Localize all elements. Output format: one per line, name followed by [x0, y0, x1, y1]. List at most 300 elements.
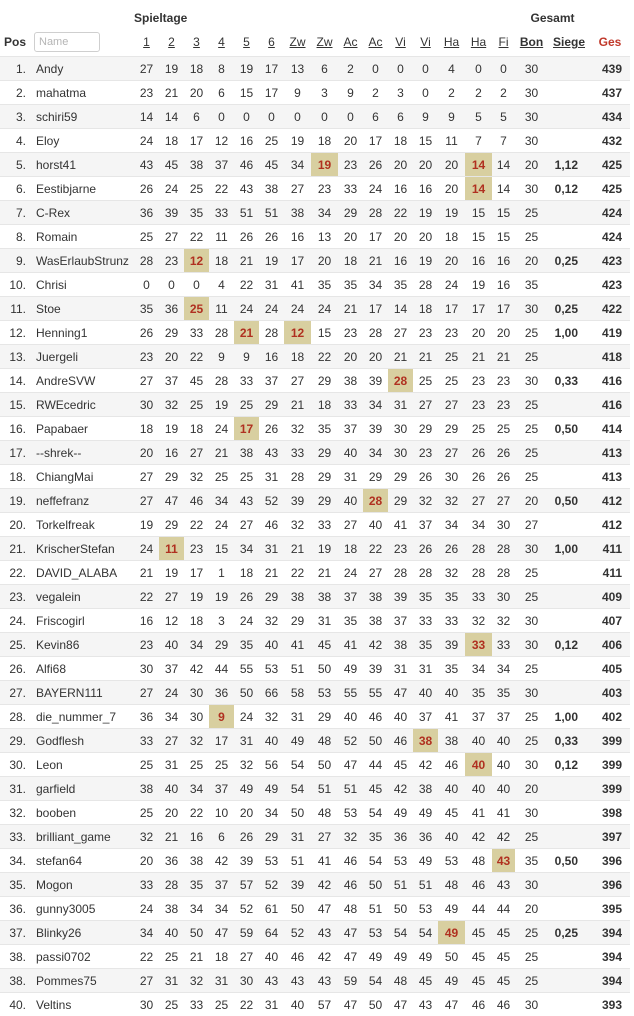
row-matchday-score: 34	[134, 921, 159, 945]
row-player-name[interactable]: passi0702	[30, 945, 134, 969]
row-matchday-score: 24	[209, 513, 234, 537]
name-filter-cell	[30, 28, 134, 57]
row-position: 28.	[0, 705, 30, 729]
pos-header[interactable]: Pos	[0, 28, 30, 57]
row-matchday-score: 31	[259, 993, 284, 1016]
table-row[interactable]	[0, 609, 630, 633]
row-matchday-score: 32	[134, 825, 159, 849]
row-matchday-score: 17	[363, 225, 388, 249]
row-matchday-score: 19	[284, 129, 311, 153]
row-matchday-score: 28	[492, 537, 515, 561]
row-player-name[interactable]: gunny3005	[30, 897, 134, 921]
row-matchday-score: 0	[413, 57, 438, 81]
row-matchday-score: 42	[311, 873, 338, 897]
row-bonus: 25	[515, 657, 548, 681]
row-matchday-score: 18	[234, 561, 259, 585]
row-total: 406	[590, 633, 630, 657]
table-row[interactable]	[0, 393, 630, 417]
row-matchday-score: 23	[134, 345, 159, 369]
table-row[interactable]	[0, 993, 630, 1016]
row-player-name[interactable]: BAYERN111	[30, 681, 134, 705]
ges-header[interactable]: Ges	[590, 28, 630, 57]
row-matchday-score: 29	[311, 705, 338, 729]
row-matchday-score: 50	[184, 921, 209, 945]
row-bonus: 30	[515, 297, 548, 321]
row-matchday-score: 16	[388, 249, 413, 273]
row-total: 424	[590, 201, 630, 225]
row-matchday-score: 35	[311, 273, 338, 297]
table-row[interactable]	[0, 249, 630, 273]
gesamt-label: Gesamt	[515, 8, 590, 28]
table-row[interactable]	[0, 753, 630, 777]
row-matchday-score: 31	[284, 705, 311, 729]
row-matchday-score: 14	[492, 177, 515, 201]
row-matchday-score: 49	[438, 921, 465, 945]
row-bonus: 30	[515, 57, 548, 81]
table-row[interactable]	[0, 297, 630, 321]
matchday-header-3[interactable]: 3	[184, 28, 209, 57]
table-row[interactable]	[0, 465, 630, 489]
row-siege	[548, 105, 590, 129]
row-position: 25.	[0, 633, 30, 657]
row-matchday-score: 29	[159, 513, 184, 537]
row-matchday-score: 39	[234, 849, 259, 873]
row-matchday-score: 40	[465, 753, 492, 777]
row-matchday-score: 46	[338, 849, 363, 873]
row-matchday-score: 31	[159, 753, 184, 777]
row-matchday-score: 21	[159, 81, 184, 105]
row-matchday-score: 37	[259, 369, 284, 393]
row-matchday-score: 20	[438, 153, 465, 177]
row-siege: 1,00	[548, 321, 590, 345]
row-matchday-score: 27	[159, 225, 184, 249]
row-matchday-score: 31	[259, 273, 284, 297]
row-matchday-score: 41	[438, 705, 465, 729]
row-matchday-score: 19	[413, 249, 438, 273]
row-player-name[interactable]: Eestibjarne	[30, 177, 134, 201]
row-player-name[interactable]: DAVID_ALABA	[30, 561, 134, 585]
row-matchday-score: 19	[259, 249, 284, 273]
row-matchday-score: 49	[234, 777, 259, 801]
row-matchday-score: 38	[159, 897, 184, 921]
table-row[interactable]	[0, 729, 630, 753]
row-matchday-score: 23	[465, 369, 492, 393]
table-row[interactable]	[0, 777, 630, 801]
table-row[interactable]	[0, 489, 630, 513]
row-matchday-score: 37	[159, 657, 184, 681]
row-total: 407	[590, 609, 630, 633]
row-player-name[interactable]: vegalein	[30, 585, 134, 609]
matchday-header-6[interactable]: 6	[259, 28, 284, 57]
row-matchday-score: 21	[338, 297, 363, 321]
row-player-name[interactable]: garfield	[30, 777, 134, 801]
row-matchday-score: 20	[388, 225, 413, 249]
row-matchday-score: 25	[209, 753, 234, 777]
table-row[interactable]	[0, 417, 630, 441]
row-matchday-score: 28	[388, 561, 413, 585]
row-siege	[548, 81, 590, 105]
row-matchday-score: 0	[134, 273, 159, 297]
row-matchday-score: 31	[209, 969, 234, 993]
row-total: 394	[590, 945, 630, 969]
row-matchday-score: 17	[234, 417, 259, 441]
row-player-name[interactable]: Torkelfreak	[30, 513, 134, 537]
row-matchday-score: 32	[284, 417, 311, 441]
row-player-name[interactable]: schiri59	[30, 105, 134, 129]
row-matchday-score: 27	[492, 489, 515, 513]
table-row[interactable]	[0, 825, 630, 849]
row-matchday-score: 20	[159, 801, 184, 825]
row-player-name[interactable]: booben	[30, 801, 134, 825]
row-player-name[interactable]: KrischerStefan	[30, 537, 134, 561]
row-matchday-score: 55	[234, 657, 259, 681]
table-row[interactable]	[0, 153, 630, 177]
row-matchday-score: 42	[388, 777, 413, 801]
row-matchday-score: 40	[465, 777, 492, 801]
row-matchday-score: 26	[134, 177, 159, 201]
row-total: 432	[590, 129, 630, 153]
row-player-name[interactable]: Stoe	[30, 297, 134, 321]
table-row[interactable]	[0, 513, 630, 537]
row-matchday-score: 27	[284, 177, 311, 201]
row-total: 437	[590, 81, 630, 105]
row-player-name[interactable]: Henning1	[30, 321, 134, 345]
row-matchday-score: 20	[413, 153, 438, 177]
table-row[interactable]	[0, 225, 630, 249]
siege-header[interactable]: Siege	[548, 28, 590, 57]
matchday-header-zw1[interactable]: Zw	[284, 28, 311, 57]
row-position: 36.	[0, 897, 30, 921]
row-matchday-score: 11	[438, 129, 465, 153]
row-player-name[interactable]: Kevin86	[30, 633, 134, 657]
row-siege	[548, 273, 590, 297]
row-matchday-score: 26	[134, 321, 159, 345]
row-siege	[548, 945, 590, 969]
row-player-name[interactable]: Friscogirl	[30, 609, 134, 633]
table-row[interactable]	[0, 585, 630, 609]
table-row[interactable]	[0, 441, 630, 465]
table-row[interactable]	[0, 81, 630, 105]
row-matchday-score: 43	[492, 873, 515, 897]
row-bonus: 25	[515, 225, 548, 249]
row-total: 416	[590, 369, 630, 393]
table-row[interactable]	[0, 945, 630, 969]
matchday-header-ha2[interactable]: Ha	[465, 28, 492, 57]
row-matchday-score: 53	[363, 921, 388, 945]
matchday-header-vi2[interactable]: Vi	[413, 28, 438, 57]
row-matchday-score: 31	[234, 729, 259, 753]
row-player-name[interactable]: Chrisi	[30, 273, 134, 297]
table-row[interactable]	[0, 129, 630, 153]
matchday-header-ha1[interactable]: Ha	[438, 28, 465, 57]
row-matchday-score: 33	[134, 729, 159, 753]
row-matchday-score: 32	[438, 489, 465, 513]
table-row[interactable]	[0, 273, 630, 297]
row-matchday-score: 35	[184, 873, 209, 897]
row-siege	[548, 201, 590, 225]
matchday-header-ac2[interactable]: Ac	[363, 28, 388, 57]
row-position: 10.	[0, 273, 30, 297]
row-bonus: 25	[515, 969, 548, 993]
row-player-name[interactable]: ChiangMai	[30, 465, 134, 489]
row-matchday-score: 35	[492, 681, 515, 705]
row-matchday-score: 53	[338, 801, 363, 825]
matchday-header-5[interactable]: 5	[234, 28, 259, 57]
row-matchday-score: 26	[465, 441, 492, 465]
table-row[interactable]	[0, 873, 630, 897]
row-siege	[548, 777, 590, 801]
row-matchday-score: 40	[492, 753, 515, 777]
row-matchday-score: 18	[209, 249, 234, 273]
matchday-header-fi[interactable]: Fi	[492, 28, 515, 57]
row-matchday-score: 47	[338, 753, 363, 777]
matchday-header-ac1[interactable]: Ac	[338, 28, 363, 57]
row-matchday-score: 29	[413, 417, 438, 441]
row-siege	[548, 873, 590, 897]
spieltage-label: Spieltage	[134, 8, 284, 28]
row-matchday-score: 19	[311, 537, 338, 561]
row-matchday-score: 15	[209, 537, 234, 561]
row-bonus: 30	[515, 105, 548, 129]
table-row[interactable]	[0, 849, 630, 873]
row-matchday-score: 41	[338, 633, 363, 657]
row-matchday-score: 28	[413, 273, 438, 297]
row-matchday-score: 36	[134, 705, 159, 729]
table-row[interactable]	[0, 321, 630, 345]
row-position: 37.	[0, 921, 30, 945]
row-matchday-score: 47	[159, 489, 184, 513]
row-matchday-score: 50	[311, 753, 338, 777]
row-matchday-score: 30	[438, 465, 465, 489]
row-matchday-score: 30	[492, 585, 515, 609]
table-row[interactable]	[0, 105, 630, 129]
row-matchday-score: 34	[465, 657, 492, 681]
name-filter-input[interactable]	[34, 32, 100, 52]
row-matchday-score: 25	[209, 465, 234, 489]
row-bonus: 30	[515, 81, 548, 105]
table-row[interactable]	[0, 705, 630, 729]
row-matchday-score: 0	[159, 273, 184, 297]
row-player-name[interactable]: Alfi68	[30, 657, 134, 681]
row-matchday-score: 4	[438, 57, 465, 81]
row-matchday-score: 54	[363, 969, 388, 993]
row-player-name[interactable]: AndreSVW	[30, 369, 134, 393]
row-matchday-score: 26	[234, 825, 259, 849]
row-position: 6.	[0, 177, 30, 201]
row-matchday-score: 9	[209, 705, 234, 729]
row-siege: 0,25	[548, 297, 590, 321]
row-matchday-score: 9	[413, 105, 438, 129]
row-matchday-score: 27	[134, 969, 159, 993]
row-matchday-score: 12	[209, 129, 234, 153]
row-player-name[interactable]: Veltins	[30, 993, 134, 1016]
row-matchday-score: 8	[209, 57, 234, 81]
bon-header[interactable]: Bon	[515, 28, 548, 57]
row-player-name[interactable]: Eloy	[30, 129, 134, 153]
row-bonus: 35	[515, 849, 548, 873]
row-matchday-score: 15	[413, 129, 438, 153]
row-matchday-score: 51	[259, 201, 284, 225]
row-matchday-score: 46	[234, 153, 259, 177]
row-bonus: 25	[515, 441, 548, 465]
row-bonus: 25	[515, 417, 548, 441]
matchday-header-zw2[interactable]: Zw	[311, 28, 338, 57]
row-player-name[interactable]: --shrek--	[30, 441, 134, 465]
row-matchday-score: 6	[363, 105, 388, 129]
row-total: 414	[590, 417, 630, 441]
row-matchday-score: 19	[184, 585, 209, 609]
row-matchday-score: 5	[492, 105, 515, 129]
row-matchday-score: 26	[234, 225, 259, 249]
row-matchday-score: 29	[209, 633, 234, 657]
row-matchday-score: 22	[234, 993, 259, 1016]
row-matchday-score: 37	[465, 705, 492, 729]
row-matchday-score: 18	[338, 249, 363, 273]
row-matchday-score: 0	[284, 105, 311, 129]
matchday-header-4[interactable]: 4	[209, 28, 234, 57]
row-matchday-score: 16	[388, 177, 413, 201]
row-matchday-score: 24	[159, 177, 184, 201]
row-matchday-score: 50	[234, 681, 259, 705]
table-row[interactable]	[0, 681, 630, 705]
row-siege: 0,33	[548, 729, 590, 753]
row-matchday-score: 29	[259, 825, 284, 849]
row-matchday-score: 20	[338, 129, 363, 153]
matchday-header-vi1[interactable]: Vi	[388, 28, 413, 57]
row-matchday-score: 25	[492, 417, 515, 441]
row-player-name[interactable]: Mogon	[30, 873, 134, 897]
row-player-name[interactable]: mahatma	[30, 81, 134, 105]
table-row[interactable]	[0, 177, 630, 201]
matchday-header-1[interactable]: 1	[134, 28, 159, 57]
row-matchday-score: 22	[184, 345, 209, 369]
row-matchday-score: 24	[159, 681, 184, 705]
row-player-name[interactable]: Juergeli	[30, 345, 134, 369]
row-matchday-score: 26	[363, 153, 388, 177]
matchday-header-2[interactable]: 2	[159, 28, 184, 57]
table-row[interactable]	[0, 561, 630, 585]
row-player-name[interactable]: Romain	[30, 225, 134, 249]
row-matchday-score: 27	[234, 513, 259, 537]
row-matchday-score: 45	[159, 153, 184, 177]
row-matchday-score: 34	[209, 897, 234, 921]
row-matchday-score: 35	[363, 825, 388, 849]
row-player-name[interactable]: stefan64	[30, 849, 134, 873]
row-matchday-score: 54	[413, 921, 438, 945]
row-matchday-score: 29	[311, 489, 338, 513]
row-matchday-score: 15	[492, 201, 515, 225]
row-player-name[interactable]: Godflesh	[30, 729, 134, 753]
row-player-name[interactable]: neffefranz	[30, 489, 134, 513]
row-total: 395	[590, 897, 630, 921]
table-row[interactable]	[0, 921, 630, 945]
row-matchday-score: 22	[363, 537, 388, 561]
table-row[interactable]	[0, 801, 630, 825]
row-matchday-score: 25	[234, 393, 259, 417]
table-row[interactable]	[0, 345, 630, 369]
table-row[interactable]	[0, 369, 630, 393]
row-matchday-score: 19	[134, 513, 159, 537]
row-bonus: 20	[515, 777, 548, 801]
row-matchday-score: 18	[388, 129, 413, 153]
row-matchday-score: 37	[209, 777, 234, 801]
row-position: 22.	[0, 561, 30, 585]
row-matchday-score: 40	[259, 945, 284, 969]
row-matchday-score: 32	[184, 729, 209, 753]
row-player-name[interactable]: WasErlaubStrunz	[30, 249, 134, 273]
row-matchday-score: 7	[492, 129, 515, 153]
row-matchday-score: 40	[259, 633, 284, 657]
table-row[interactable]	[0, 969, 630, 993]
row-bonus: 25	[515, 201, 548, 225]
row-matchday-score: 30	[184, 681, 209, 705]
row-matchday-score: 25	[413, 369, 438, 393]
row-matchday-score: 4	[209, 273, 234, 297]
row-matchday-score: 50	[363, 729, 388, 753]
row-position: 17.	[0, 441, 30, 465]
row-matchday-score: 48	[388, 969, 413, 993]
row-player-name[interactable]: Papabaer	[30, 417, 134, 441]
row-player-name[interactable]: C-Rex	[30, 201, 134, 225]
row-position: 26.	[0, 657, 30, 681]
row-matchday-score: 39	[284, 873, 311, 897]
table-row[interactable]	[0, 201, 630, 225]
row-matchday-score: 50	[438, 945, 465, 969]
row-matchday-score: 31	[259, 465, 284, 489]
row-bonus: 25	[515, 945, 548, 969]
row-siege	[548, 825, 590, 849]
row-matchday-score: 32	[184, 969, 209, 993]
table-row[interactable]	[0, 633, 630, 657]
row-matchday-score: 9	[438, 105, 465, 129]
row-matchday-score: 48	[338, 897, 363, 921]
row-matchday-score: 38	[438, 729, 465, 753]
row-player-name[interactable]: die_nummer_7	[30, 705, 134, 729]
row-matchday-score: 45	[311, 633, 338, 657]
row-player-name[interactable]: brilliant_game	[30, 825, 134, 849]
row-matchday-score: 32	[259, 705, 284, 729]
row-matchday-score: 22	[184, 513, 209, 537]
row-matchday-score: 14	[492, 153, 515, 177]
row-player-name[interactable]: Blinky26	[30, 921, 134, 945]
row-player-name[interactable]: Leon	[30, 753, 134, 777]
row-matchday-score: 36	[159, 849, 184, 873]
row-matchday-score: 20	[134, 849, 159, 873]
row-player-name[interactable]: Pommes75	[30, 969, 134, 993]
row-matchday-score: 27	[134, 681, 159, 705]
row-siege	[548, 441, 590, 465]
row-matchday-score: 46	[492, 993, 515, 1016]
row-matchday-score: 40	[338, 705, 363, 729]
row-total: 399	[590, 753, 630, 777]
row-matchday-score: 2	[338, 57, 363, 81]
row-matchday-score: 35	[234, 633, 259, 657]
row-player-name[interactable]: RWEcedric	[30, 393, 134, 417]
row-position: 27.	[0, 681, 30, 705]
row-bonus: 25	[515, 393, 548, 417]
row-matchday-score: 28	[363, 321, 388, 345]
table-row[interactable]	[0, 897, 630, 921]
table-row[interactable]	[0, 657, 630, 681]
row-player-name[interactable]: horst41	[30, 153, 134, 177]
row-matchday-score: 15	[465, 225, 492, 249]
table-row[interactable]	[0, 57, 630, 81]
table-row[interactable]	[0, 537, 630, 561]
row-matchday-score: 22	[284, 561, 311, 585]
row-matchday-score: 37	[209, 153, 234, 177]
row-player-name[interactable]: Andy	[30, 57, 134, 81]
row-matchday-score: 51	[338, 777, 363, 801]
